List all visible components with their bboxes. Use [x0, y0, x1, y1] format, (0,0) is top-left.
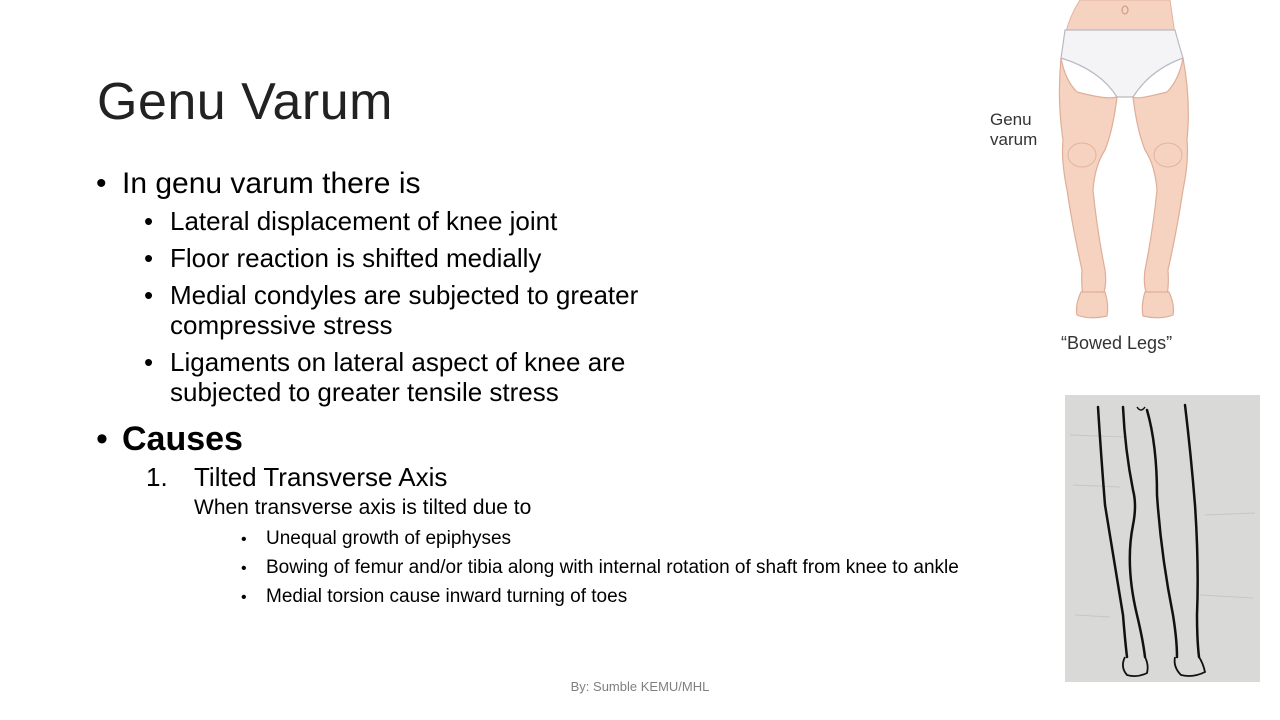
- illustration-label-line2: varum: [990, 130, 1038, 149]
- bullet-intro: [96, 166, 976, 202]
- bullet-icon: •: [241, 560, 247, 577]
- bowed-legs-illustration: [985, 0, 1220, 360]
- bullet-icon: •: [144, 206, 154, 236]
- slide-footer: By: Sumble KEMU/MHL: [570, 679, 710, 694]
- bullet-icon: •: [144, 243, 154, 273]
- cause-title: Tilted Transverse Axis: [194, 462, 448, 492]
- cause-subbullet-text: Medial torsion cause inward turning of toes: [266, 586, 628, 607]
- subbullet-item: [144, 206, 976, 236]
- cause-subbullet-text: Unequal growth of epiphyses: [266, 528, 512, 549]
- cause-description: When transverse axis is tilted due to: [194, 496, 532, 519]
- subbullet-item: [144, 280, 730, 340]
- item-number: 1.: [146, 462, 168, 492]
- slide-body: [96, 166, 976, 614]
- bullet-icon: •: [96, 420, 108, 458]
- cause-subbullet-text: Bowing of femur and/or tibia along with internal rotation of shaft from knee to ankle: [266, 557, 959, 578]
- illustration-label: [990, 110, 1037, 150]
- subbullet-text: Medial condyles are subjected to greater compressive stress: [170, 280, 639, 340]
- cause-subbullet: [241, 527, 966, 550]
- slide-title: Genu Varum: [97, 73, 393, 131]
- leg-outline-sketch: [1065, 395, 1260, 682]
- bullet-icon: •: [241, 531, 247, 548]
- numbered-item: [146, 461, 976, 493]
- bullet-intro-text: In genu varum there is: [122, 167, 421, 200]
- subbullet-text: Ligaments on lateral aspect of knee are subjected to greater tensile stress: [170, 347, 626, 407]
- cause-subbullet: [241, 556, 966, 579]
- legs-illustration-icon: [985, 0, 1220, 360]
- bullet-icon: •: [96, 167, 107, 200]
- illustration-caption: “Bowed Legs”: [1061, 333, 1173, 353]
- subbullet-text: Floor reaction is shifted medially: [170, 243, 542, 273]
- subbullet-text: Lateral displacement of knee joint: [170, 206, 558, 236]
- subbullet-item: [144, 243, 976, 273]
- leg-sketch-icon: [1065, 395, 1260, 682]
- subbullet-item: [144, 347, 700, 407]
- bullet-icon: •: [144, 347, 154, 377]
- bullet-causes: [96, 419, 976, 459]
- causes-heading: Causes: [122, 420, 243, 458]
- bullet-icon: •: [241, 589, 247, 606]
- illustration-label-line1: Genu: [990, 110, 1032, 129]
- bullet-icon: •: [144, 280, 154, 310]
- cause-subbullet: [241, 585, 966, 608]
